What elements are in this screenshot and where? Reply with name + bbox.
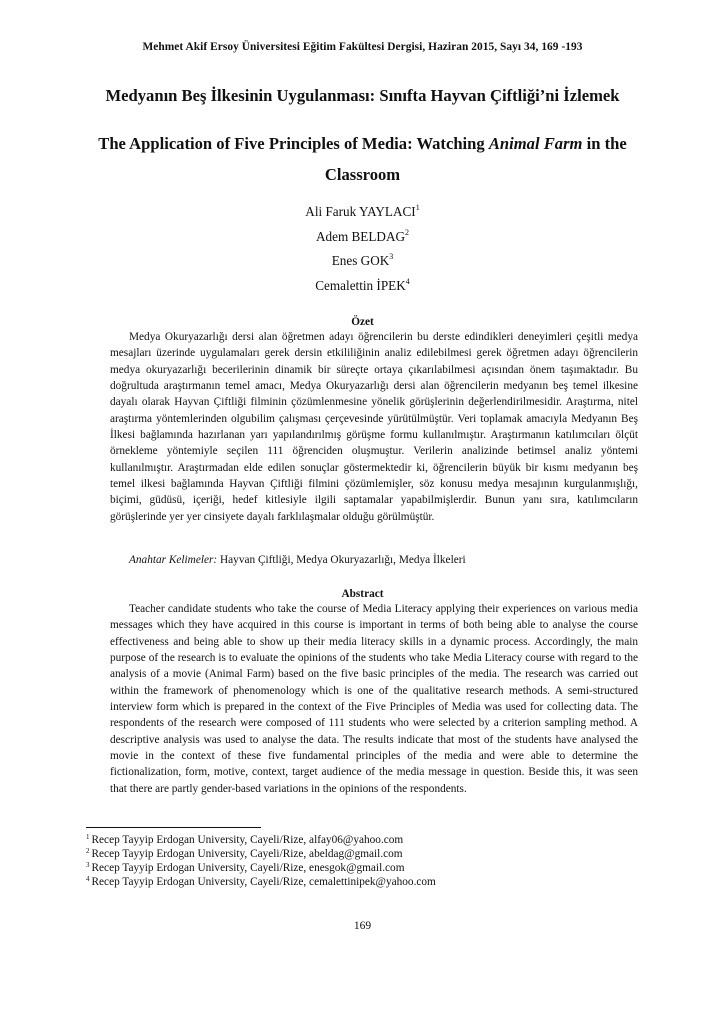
footnote-divider xyxy=(86,827,261,828)
footnote xyxy=(86,834,436,848)
page-number: 169 xyxy=(353,920,372,932)
footnote-text: Recep Tayyip Erdogan University, Cayeli/Rize, enesgok@gmail.com xyxy=(91,861,405,874)
keywords-label: Anahtar Kelimeler: xyxy=(129,554,218,566)
abstract-paragraph: Teacher candidate students who take the course of Media Literacy applying their experiences on various media messages which they have acquired in this course is important in terms of both being able to analyse the course effectiveness and being able to show up their media literacy skills in a dynamic process. Accordingly, the main purpose of the research is to evaluate the opinions of the students who take Media Literacy course with regard to the analysis of a movie (Animal Farm) based on the five basic principles of the media. The research was carried out within the framework of phenomenology which is one of the qualitative research methods. A semi-structured interview form which is prepared in the context of the Five Principles of Media was used for collecting data. The respondents of the research were composed of 111 students who were selected by a criterion sampling method. A descriptive analysis was used to analyse the data. The results indicate that most of the students have analysed the movie in the context of these five fundamental principles of the media and were able to determine the fictionalization, form, motive, context, target audience of the media message in question. Beside this, it was seen that there are partly gender-based variations in the opinions of the respondents. xyxy=(110,603,638,795)
author xyxy=(0,200,725,225)
footnotes xyxy=(86,834,436,890)
ozet-heading: Özet xyxy=(351,316,374,328)
author-footnote-mark: 4 xyxy=(405,276,410,286)
footnote-text: Recep Tayyip Erdogan University, Cayeli/Rize, abeldag@gmail.com xyxy=(91,847,403,860)
author-name: Enes GOK xyxy=(331,253,390,268)
author xyxy=(0,274,725,299)
footnote-mark: 2 xyxy=(86,846,90,855)
keywords-line xyxy=(129,554,466,566)
title-english-part1: The Application of Five Principles of Media: Watching xyxy=(98,134,489,153)
title-english-italic: Animal Farm xyxy=(488,134,583,153)
author-name: Ali Faruk YAYLACI xyxy=(305,204,416,219)
journal-header: Mehmet Akif Ersoy Üniversitesi Eğitim Fakültesi Dergisi, Haziran 2015, Sayı 34, 169 -193 xyxy=(142,41,583,53)
keywords-value: Hayvan Çiftliği, Medya Okuryazarlığı, Medya İlkeleri xyxy=(217,554,466,566)
title-turkish: Medyanın Beş İlkesinin Uygulanması: Sınıfta Hayvan Çiftliği’ni İzlemek xyxy=(105,86,620,105)
author-name: Cemalettin İPEK xyxy=(315,277,406,293)
author-footnote-mark: 2 xyxy=(405,227,409,237)
author xyxy=(0,249,725,274)
title-english-part2: in the Classroom xyxy=(324,134,627,184)
abstract-heading: Abstract xyxy=(341,588,384,600)
footnote-mark: 3 xyxy=(86,860,90,869)
author-name: Adem BELDAG xyxy=(315,228,405,244)
author-list xyxy=(0,200,725,298)
author-footnote-mark: 1 xyxy=(415,203,420,212)
ozet-paragraph: Medya Okuryazarlığı dersi alan öğretmen adayı öğrencilerin bu derste edindikleri deneyimleri çeşitli medya mesajları üzerinde uygulamaları gerek dersin etkililiğinin analiz edilebilmesi gerek öğretmen adayı öğrencilerin medya okuryazarlığı becerilerinin dinamik bir süreçte ortaya çıkarılabilmesi açısından önem taşımaktadır. Bu doğrultuda araştırmanın temel amacı, Medya Okuryazarlığı dersi alan öğrencilerin medyanın beş temel ilkesine dayalı olarak Hayvan Çiftliği filminin çözümlenmesine yönelik görüşlerinin değerlendirilmesidir. Araştırma, nitel araştırma yöntemlerinden olgubilim çalışması çerçevesinde yürütülmüştür. Veri toplamak amacıyla Medyanın Beş İlkesi bağlamında hazırlanan yarı yapılandırılmış görüşme formu kullanılmıştır. Araştırmanın katılımcıları ölçüt örnekleme yöntemiyle seçilen 111 öğrenciden oluşmuştur. Verilerin analizinde betimsel analiz yöntemi kullanılmıştır. Araştırmadan elde edilen sonuçlar göstermektedir ki, öğrencilerin büyük bir kısmı medyanın beş temel ilkesi bağlamında Hayvan Çiftliği filmini çözümlemişler, söz konusu medya mesajının kurgulanmışlığı, biçimi, güdüsü, içeriği, hedef kitlesiyle ilgili saptamalar yapabilmişlerdir. Bunun yanı sıra, katılımcıların görüşlerinde yer yer cinsiyete dayalı farklılaşmalar olduğu görülmüştür. xyxy=(110,331,638,523)
footnote-text: Recep Tayyip Erdogan University, Cayeli/Rize, alfay06@yahoo.com xyxy=(91,834,404,846)
footnote-mark: 1 xyxy=(86,833,90,841)
author xyxy=(0,225,725,250)
footnote xyxy=(86,876,436,890)
footnote xyxy=(86,862,436,876)
title-english xyxy=(80,128,645,190)
footnote-text: Recep Tayyip Erdogan University, Cayeli/Rize, cemalettinipek@yahoo.com xyxy=(91,875,436,888)
author-footnote-mark: 3 xyxy=(389,252,394,261)
footnote xyxy=(86,848,436,862)
footnote-mark: 4 xyxy=(86,874,90,883)
